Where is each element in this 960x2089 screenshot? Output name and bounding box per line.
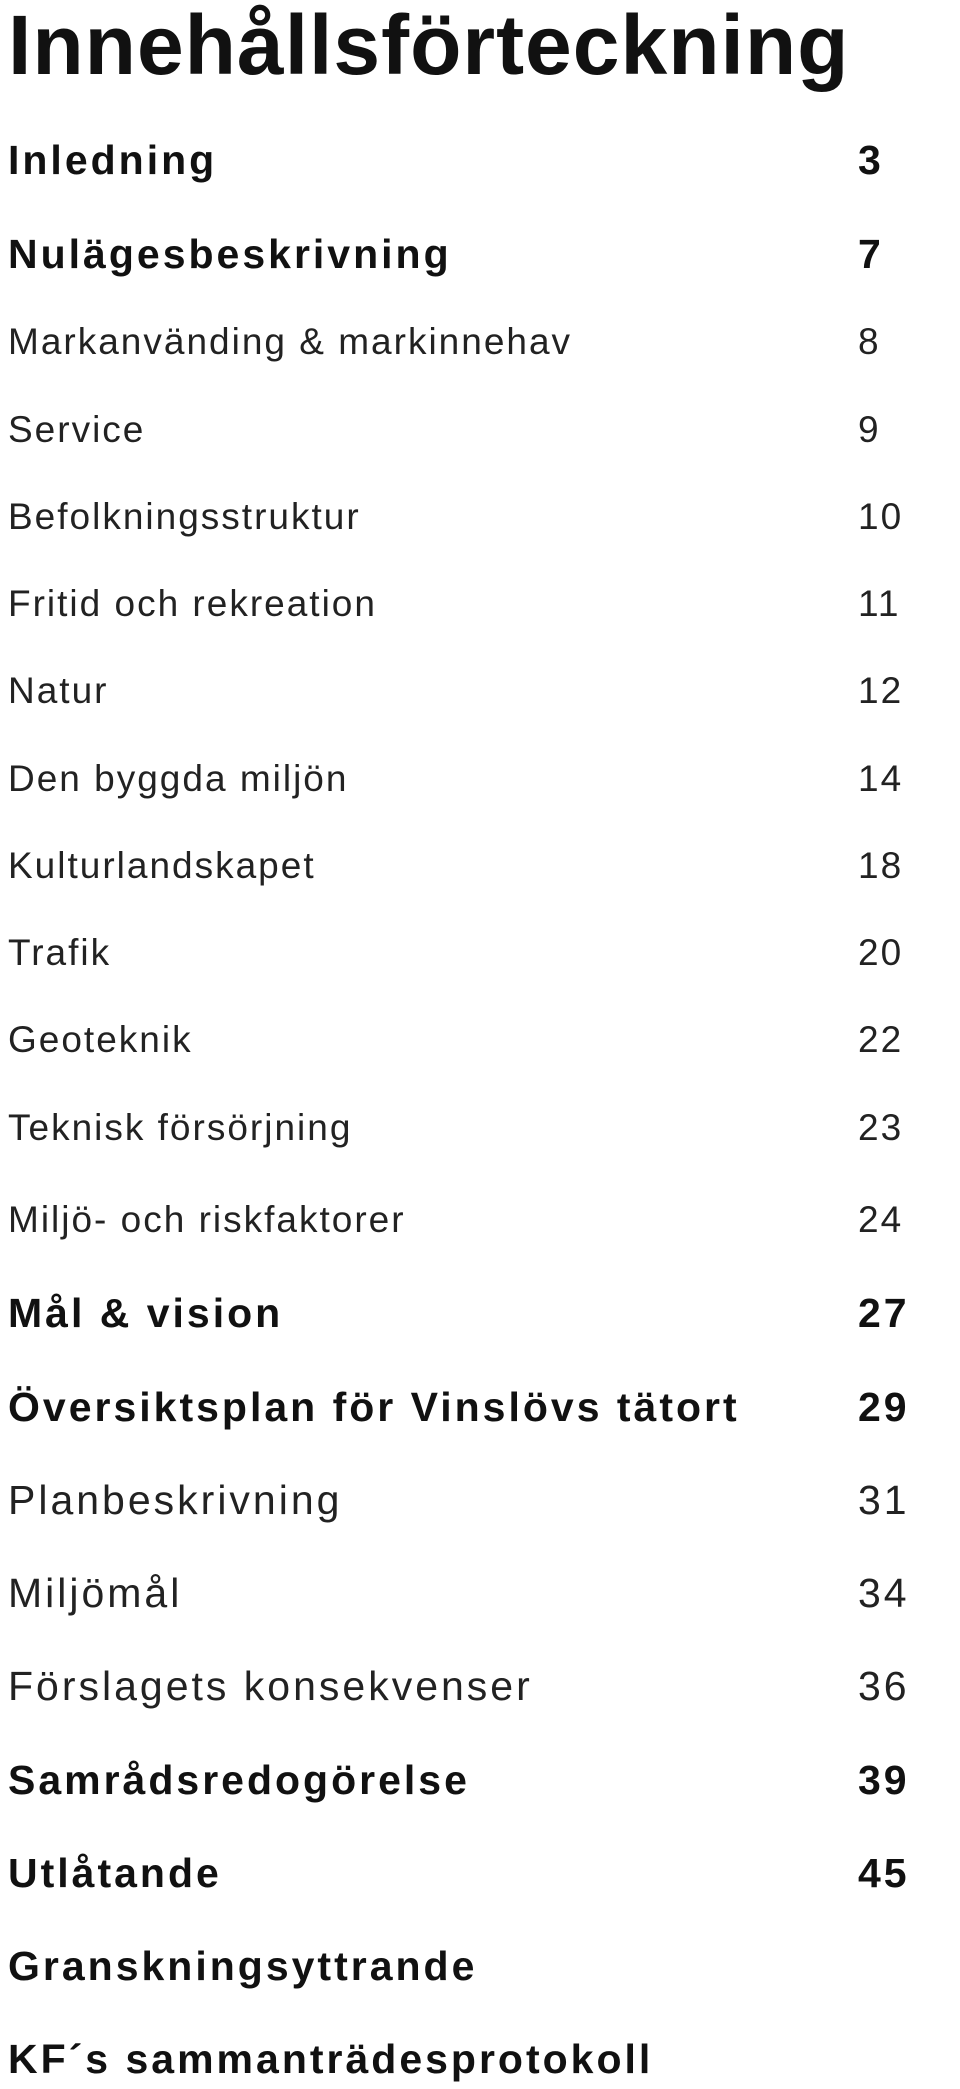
- toc-entry-page: 8: [858, 321, 881, 362]
- toc-entry: [0, 574, 960, 634]
- toc-entry: [0, 1470, 960, 1530]
- toc-entry: [0, 923, 960, 983]
- toc-entry-title: Teknisk försörjning: [8, 1107, 353, 1148]
- toc-entry-title: KF´s sammanträdesprotokoll: [8, 2036, 654, 2082]
- toc-entry-page: 27: [858, 1290, 910, 1336]
- toc-entry-page: 39: [858, 1757, 910, 1803]
- toc-entry-title: Den byggda miljön: [8, 758, 349, 799]
- toc-entry: [0, 1010, 960, 1070]
- toc-entry-page: 22: [858, 1019, 904, 1060]
- toc-entry-page: 18: [858, 845, 904, 886]
- toc-entry-page: 7: [858, 231, 884, 277]
- toc-entry: [0, 130, 960, 190]
- toc-entry-page: 36: [858, 1663, 910, 1709]
- toc-entry-title: Markanvänding & markinnehav: [8, 321, 573, 362]
- toc-entry-title: Natur: [8, 670, 109, 711]
- toc-entry: [0, 749, 960, 809]
- toc-entry-title: Inledning: [8, 137, 218, 183]
- toc-entry-title: Samrådsredogörelse: [8, 1757, 470, 1803]
- toc-entry-page: 34: [858, 1570, 910, 1616]
- toc-entry-title: Befolkningsstruktur: [8, 496, 361, 537]
- toc-entry: [0, 836, 960, 896]
- toc-entry: [0, 1750, 960, 1810]
- toc-entry-page: 3: [858, 137, 884, 183]
- toc-entry-title: Service: [8, 409, 146, 450]
- toc-entry-page: 24: [858, 1199, 904, 1240]
- toc-entry-title: Kulturlandskapet: [8, 845, 316, 886]
- toc-entry-page: 45: [858, 1850, 910, 1896]
- toc-entry-title: Miljö- och riskfaktorer: [8, 1199, 406, 1240]
- toc-entry: [0, 1563, 960, 1623]
- page-title: Innehållsförteckning: [8, 0, 850, 92]
- toc-entry-page: 12: [858, 670, 904, 711]
- toc-entry: [0, 1190, 960, 1250]
- toc-entry-title: Förslagets konsekvenser: [8, 1663, 533, 1709]
- toc-entry-page: 10: [858, 496, 904, 537]
- toc-entry-title: Mål & vision: [8, 1290, 284, 1336]
- toc-entry-page: 31: [858, 1477, 910, 1523]
- toc-entry: [0, 1098, 960, 1158]
- toc-entry-title: Trafik: [8, 932, 112, 973]
- toc-entry-title: Planbeskrivning: [8, 1477, 343, 1523]
- toc-entry-title: Granskningsyttrande: [8, 1943, 478, 1989]
- toc-entry: [0, 224, 960, 284]
- toc-entry-title: Utlåtande: [8, 1850, 222, 1896]
- toc-entry-page: 23: [858, 1107, 904, 1148]
- toc-entry-page: 11: [858, 583, 901, 624]
- toc-entry-page: 14: [858, 758, 904, 799]
- toc-entry-title: Nulägesbeskrivning: [8, 231, 452, 277]
- toc-entry-title: Fritid och rekreation: [8, 583, 377, 624]
- toc-entry-page: 20: [858, 932, 904, 973]
- toc-entry-page: 9: [858, 409, 881, 450]
- toc-entry-title: Miljömål: [8, 1570, 183, 1616]
- toc-entry: [0, 312, 960, 372]
- toc-entry: [0, 1283, 960, 1343]
- toc-entry: [0, 400, 960, 460]
- toc-entry: [0, 1377, 960, 1437]
- toc-entry: [0, 1936, 960, 1996]
- toc-entry-title: Översiktsplan för Vinslövs tätort: [8, 1384, 740, 1430]
- toc-entry: [0, 2029, 960, 2089]
- toc-entry: [0, 1843, 960, 1903]
- toc-entry-title: Geoteknik: [8, 1019, 193, 1060]
- toc-entry: [0, 1656, 960, 1716]
- toc-entry: [0, 661, 960, 721]
- toc-entry: [0, 487, 960, 547]
- toc-entry-page: 29: [858, 1384, 910, 1430]
